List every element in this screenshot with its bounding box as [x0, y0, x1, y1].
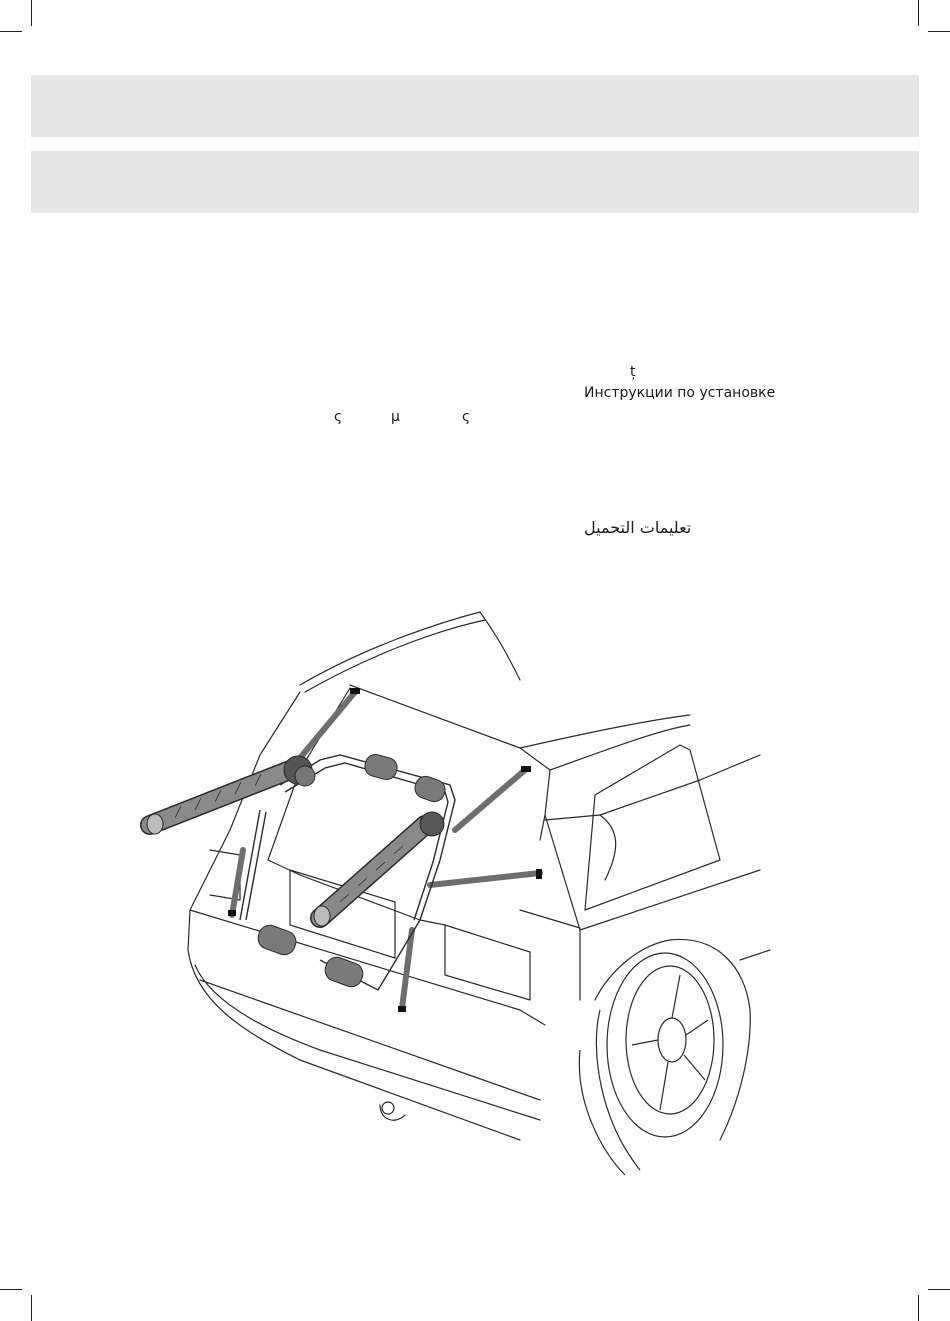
rack-pads [255, 752, 448, 990]
header-band-second [31, 151, 919, 213]
crop-mark-bottom-right-v [918, 1295, 919, 1321]
crop-mark-top-left-h [0, 31, 22, 32]
right-glyph: ț [630, 364, 636, 380]
left-glyph-2: µ [391, 409, 400, 425]
russian-heading: Инструкции по установке [584, 385, 776, 401]
bike-arm-lower [314, 812, 444, 926]
crop-mark-top-left-v [31, 0, 32, 26]
car-bike-rack-illustration [0, 580, 950, 1220]
car-outline [188, 612, 770, 1140]
left-glyph-1: ς [334, 409, 343, 425]
arabic-heading: تعليمات التحميل [584, 518, 692, 537]
crop-mark-top-right-h [928, 31, 950, 32]
header-band-top [31, 75, 919, 137]
crop-mark-bottom-right-h [928, 1289, 950, 1290]
rear-wheel [579, 953, 723, 1175]
crop-mark-top-right-v [918, 0, 919, 26]
bike-arm-upper [147, 756, 315, 834]
left-glyph-3: ς [462, 409, 471, 425]
crop-mark-bottom-left-v [31, 1295, 32, 1321]
crop-mark-bottom-left-h [0, 1289, 22, 1290]
